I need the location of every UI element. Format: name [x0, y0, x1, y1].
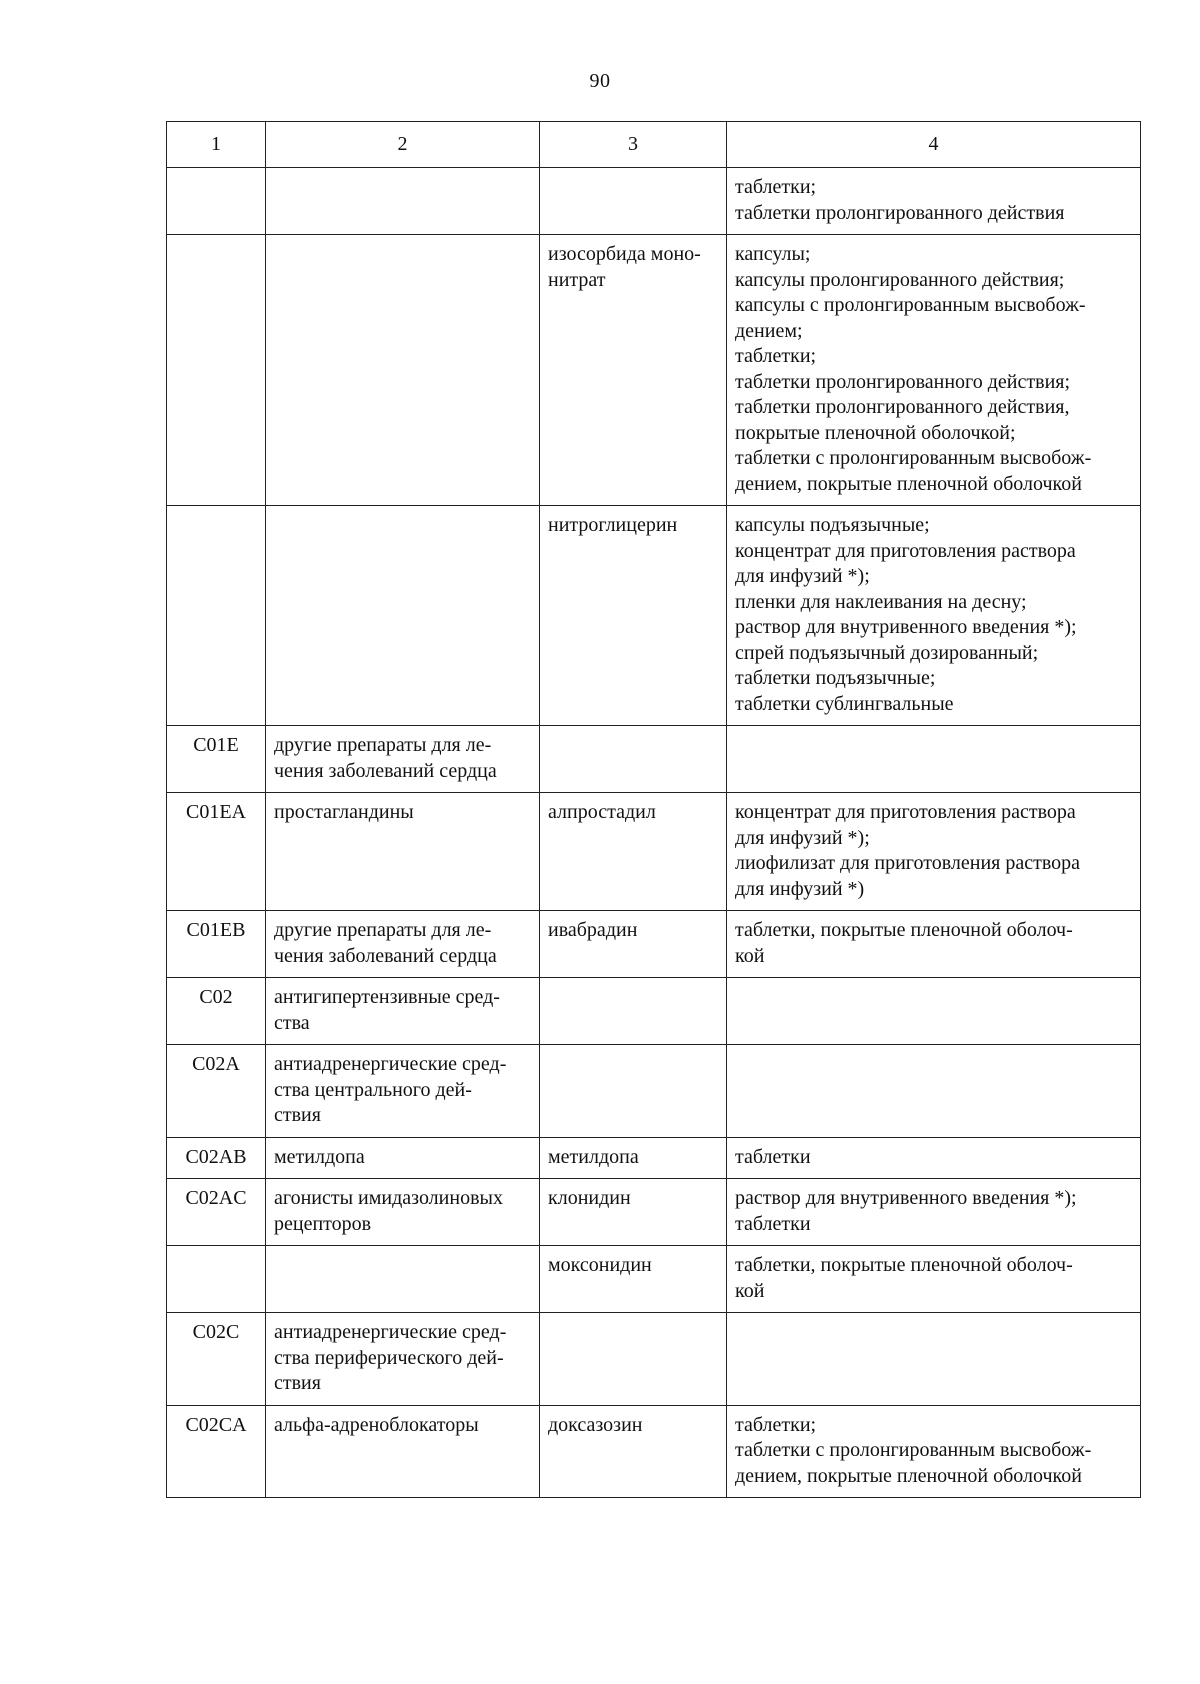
atc-code-cell — [167, 1246, 266, 1313]
pharmacological-group-cell — [266, 1246, 540, 1313]
cell-text-line: таблетки с пролонгированным высвобож- — [735, 1439, 1092, 1461]
cell-text-line: капсулы пролонгированного действия; — [735, 268, 1065, 291]
cell-text-line: таблетки, покрытые пленочной оболоч- — [735, 1254, 1073, 1276]
cell-text-line: таблетки; — [735, 176, 817, 198]
pharmacological-group-cell — [266, 168, 540, 235]
active-substance-cell — [540, 1405, 727, 1498]
cell-text-line: рецепторов — [274, 1212, 372, 1235]
cell-text-line: таблетки пролонгированного действия — [735, 201, 1065, 224]
table-row — [167, 1405, 1141, 1498]
active-substance-cell — [540, 168, 727, 235]
dosage-forms-cell — [727, 726, 1141, 793]
active-substance-cell — [540, 1179, 727, 1246]
cell-text-line: ства — [274, 1011, 310, 1034]
active-substance-cell — [540, 1313, 727, 1406]
cell-text-line: дением; — [735, 319, 803, 342]
cell-text-line: таблетки — [735, 1145, 811, 1168]
pharmacological-group-cell — [266, 726, 540, 793]
atc-code-cell: C01EA — [167, 793, 266, 911]
pharmacological-group-cell — [266, 235, 540, 506]
cell-text-line: концентрат для приготовления раствора — [735, 539, 1076, 562]
dosage-forms-cell — [727, 1137, 1141, 1179]
table-row — [167, 911, 1141, 978]
pharmacological-group-cell — [266, 506, 540, 726]
cell-text-line: антигипертензивные сред- — [274, 986, 500, 1008]
cell-text-line: таблетки, покрытые пленочной оболоч- — [735, 919, 1073, 941]
active-substance-cell — [540, 506, 727, 726]
cell-text-line: капсулы с пролонгированным высвобож- — [735, 294, 1086, 316]
cell-text-line: капсулы подъязычные; — [735, 514, 930, 536]
dosage-forms-cell — [727, 506, 1141, 726]
page-number: 90 — [589, 70, 611, 92]
dosage-forms-cell — [727, 1045, 1141, 1138]
cell-text-line: кой — [735, 944, 765, 967]
table-row — [167, 1045, 1141, 1138]
column-header-1: 1 — [167, 122, 266, 168]
cell-text-line: моксонидин — [548, 1254, 652, 1276]
atc-code-cell: C02AC — [167, 1179, 266, 1246]
cell-text-line: чения заболеваний сердца — [274, 944, 497, 967]
table-row — [167, 506, 1141, 726]
cell-text-line: кой — [735, 1279, 765, 1302]
cell-text-line: простагландины — [274, 801, 414, 823]
cell-text-line: ства центрального дей- — [274, 1078, 472, 1101]
header-row — [167, 122, 1141, 168]
cell-text-line: таблетки подъязычные; — [735, 667, 936, 689]
dosage-forms-cell — [727, 911, 1141, 978]
pharmacological-group-cell — [266, 793, 540, 911]
cell-text-line: таблетки с пролонгированным высвобож- — [735, 447, 1092, 469]
table-row — [167, 235, 1141, 506]
medication-table — [166, 121, 1141, 1498]
cell-text-line: ивабрадин — [548, 919, 638, 941]
cell-text-line: нитроглицерин — [548, 514, 678, 536]
active-substance-cell — [540, 1137, 727, 1179]
dosage-forms-cell — [727, 1246, 1141, 1313]
cell-text-line: другие препараты для ле- — [274, 919, 492, 941]
column-header-4: 4 — [727, 122, 1141, 168]
cell-text-line: дением, покрытые пленочной оболочкой — [735, 472, 1082, 495]
cell-text-line: ства периферического дей- — [274, 1346, 504, 1369]
dosage-forms-cell — [727, 978, 1141, 1045]
cell-text-line: альфа-адреноблокаторы — [274, 1413, 479, 1436]
atc-code-cell: C02A — [167, 1045, 266, 1138]
dosage-forms-cell — [727, 1405, 1141, 1498]
atc-code-cell — [167, 506, 266, 726]
cell-text-line: агонисты имидазолиновых — [274, 1187, 503, 1209]
table-header — [167, 122, 1141, 168]
atc-code-cell — [167, 235, 266, 506]
pharmacological-group-cell — [266, 1313, 540, 1406]
table-row — [167, 168, 1141, 235]
cell-text-line: капсулы; — [735, 243, 811, 265]
dosage-forms-cell — [727, 1179, 1141, 1246]
cell-text-line: антиадренергические сред- — [274, 1053, 507, 1075]
cell-text-line: пленки для наклеивания на десну; — [735, 590, 1027, 613]
active-substance-cell — [540, 726, 727, 793]
cell-text-line: антиадренергические сред- — [274, 1321, 507, 1343]
cell-text-line: таблетки — [735, 1212, 811, 1235]
cell-text-line: чения заболеваний сердца — [274, 759, 497, 782]
pharmacological-group-cell — [266, 1179, 540, 1246]
cell-text-line: доксазозин — [548, 1413, 643, 1436]
atc-code-cell: C02AB — [167, 1137, 266, 1179]
cell-text-line: клонидин — [548, 1187, 631, 1209]
cell-text-line: нитрат — [548, 268, 606, 291]
column-header-3: 3 — [540, 122, 727, 168]
cell-text-line: ствия — [274, 1104, 321, 1126]
atc-code-cell: C02CA — [167, 1405, 266, 1498]
pharmacological-group-cell — [266, 1137, 540, 1179]
cell-text-line: раствор для внутривенного введения *); — [735, 616, 1077, 638]
atc-code-cell: C01EB — [167, 911, 266, 978]
atc-code-cell: C01E — [167, 726, 266, 793]
cell-text-line: алпростадил — [548, 801, 656, 823]
active-substance-cell — [540, 1246, 727, 1313]
table-row — [167, 726, 1141, 793]
cell-text-line: таблетки пролонгированного действия; — [735, 370, 1071, 393]
table-row — [167, 1137, 1141, 1179]
cell-text-line: для инфузий *) — [735, 877, 865, 900]
atc-code-cell: C02 — [167, 978, 266, 1045]
table-row — [167, 1246, 1141, 1313]
pharmacological-group-cell — [266, 911, 540, 978]
cell-text-line: покрытые пленочной оболочкой; — [735, 421, 1016, 444]
pharmacological-group-cell — [266, 1045, 540, 1138]
cell-text-line: таблетки пролонгированного действия, — [735, 396, 1070, 418]
pharmacological-group-cell — [266, 1405, 540, 1498]
table-row — [167, 793, 1141, 911]
cell-text-line: спрей подъязычный дозированный; — [735, 641, 1039, 664]
cell-text-line: таблетки; — [735, 345, 817, 367]
cell-text-line: лиофилизат для приготовления раствора — [735, 852, 1081, 874]
cell-text-line: для инфузий *); — [735, 826, 870, 849]
table-row — [167, 1179, 1141, 1246]
table-body — [167, 168, 1141, 1498]
dosage-forms-cell — [727, 793, 1141, 911]
cell-text-line: таблетки; — [735, 1413, 817, 1436]
dosage-forms-cell — [727, 235, 1141, 506]
active-substance-cell — [540, 793, 727, 911]
active-substance-cell — [540, 978, 727, 1045]
cell-text-line: метилдопа — [274, 1145, 365, 1168]
pharmacological-group-cell — [266, 978, 540, 1045]
column-header-2: 2 — [266, 122, 540, 168]
cell-text-line: ствия — [274, 1372, 321, 1394]
dosage-forms-cell — [727, 168, 1141, 235]
table-row — [167, 978, 1141, 1045]
cell-text-line: раствор для внутривенного введения *); — [735, 1187, 1077, 1209]
cell-text-line: другие препараты для ле- — [274, 734, 492, 756]
active-substance-cell — [540, 911, 727, 978]
cell-text-line: дением, покрытые пленочной оболочкой — [735, 1464, 1082, 1487]
cell-text-line: метилдопа — [548, 1145, 639, 1168]
atc-code-cell — [167, 168, 266, 235]
cell-text-line: таблетки сублингвальные — [735, 692, 954, 715]
active-substance-cell — [540, 235, 727, 506]
active-substance-cell — [540, 1045, 727, 1138]
cell-text-line: изосорбида моно- — [548, 243, 701, 265]
cell-text-line: концентрат для приготовления раствора — [735, 801, 1076, 823]
cell-text-line: для инфузий *); — [735, 565, 870, 587]
dosage-forms-cell — [727, 1313, 1141, 1406]
table-row — [167, 1313, 1141, 1406]
atc-code-cell: C02C — [167, 1313, 266, 1406]
